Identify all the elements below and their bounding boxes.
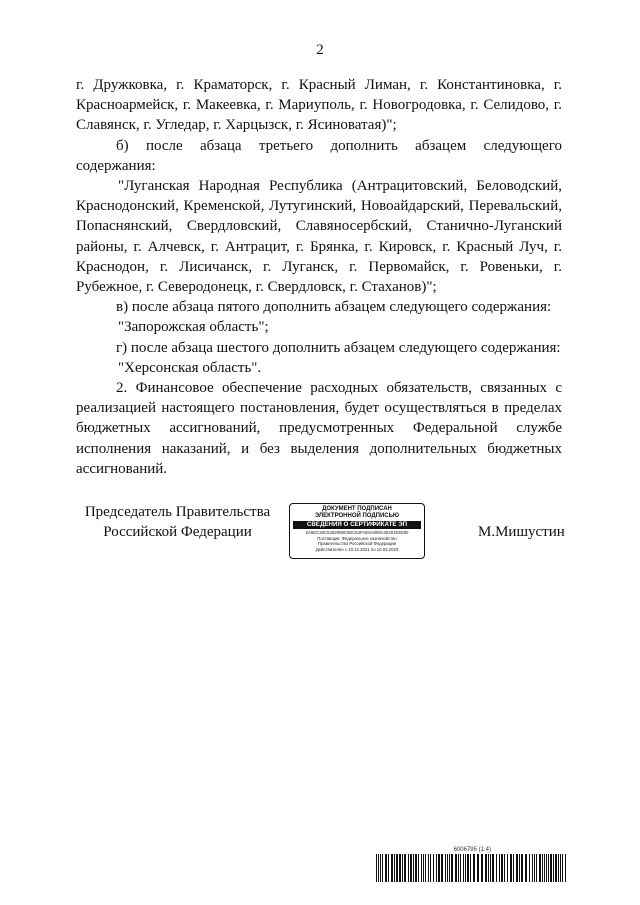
stamp-owner: Правительство Российской Федерации: [317, 541, 397, 547]
stamp-header: СВЕДЕНИЯ О СЕРТИФИКАТЕ ЭП: [293, 521, 421, 529]
page-number: 2: [316, 42, 324, 58]
paragraph-1: г. Дружковка, г. Краматорск, г. Красный Лиман, г. Константиновка, г. Красноармейск, г. Макеевка, г. Мариуполь, г. Новогродовка, г. Селидово, г. Славянск, г. Угледар, г. Харцызск, г. Ясиноватая)";: [76, 77, 562, 134]
barcode-icon: [376, 854, 566, 882]
stamp-validity: Действителен с 10.12.2021 по 10.03.2023: [315, 546, 399, 552]
paragraph-8: 2. Финансовое обеспечение расходных обязательств, связанных с реализацией настоящего постановления, будет осуществляться в пределах бюджетных ассигнований, предусмотренных Федеральной службе исполнения наказаний, и без выделения дополнительных бюджетных ассигнований.: [76, 380, 562, 477]
stamp-supplier: Поставщик: Федеральное казначейство: [317, 535, 397, 541]
paragraph-2: б) после абзаца третьего дополнить абзацем следующего содержания:: [76, 137, 562, 174]
paragraph-6: г) после абзаца шестого дополнить абзацем следующего содержания:: [116, 339, 561, 356]
signatory-name: М.Мишустин: [478, 524, 565, 540]
signatory-title-line2: Российской Федерации: [103, 524, 252, 540]
stamp-line2: ЭЛЕКТРОННОЙ ПОДПИСЬЮ: [314, 513, 400, 519]
stamp-line1: ДОКУМЕНТ ПОДПИСАН: [322, 506, 392, 512]
paragraph-4: в) после абзаца пятого дополнить абзацем следующего содержания:: [116, 299, 552, 316]
document-barcode: [376, 846, 566, 882]
paragraph-7: "Херсонская область".: [118, 359, 262, 376]
signatory-title-line1: Председатель Правительства: [84, 504, 271, 520]
document-body: [76, 75, 562, 479]
signatory-title: [70, 502, 285, 542]
paragraph-5: "Запорожская область";: [118, 319, 269, 336]
barcode-label: 6006795 (1.4): [453, 847, 491, 853]
paragraph-3: "Луганская Народная Республика (Антрацитовский, Беловодский, Краснодонский, Кременской, Лутугинский, Новоайдарский, Перевальский, Попаснянский, Свердловский, Славяносербский, Станично-Луганский районы, г. Алчевск, г. Антрацит, г. Брянка, г. Кировск, г. Красный Луч, г. Краснодон, г. Лисичанск, г. Луганск, г. Первомайск, г. Ровеньки, г. Рубежное, г. Северодонецк, г. Свердловск, г. Стаханов)";: [76, 178, 562, 296]
stamp-serial: 2A6EC28C5452958C6EC62FAE5A808A35291EE680: [305, 530, 409, 535]
electronic-signature-stamp: [289, 503, 425, 559]
